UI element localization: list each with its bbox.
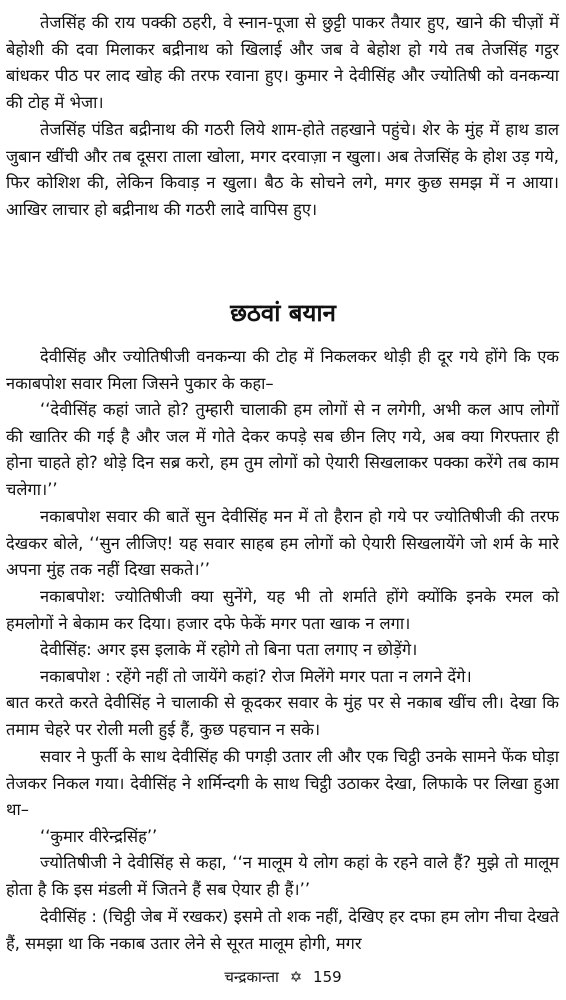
- chapter-heading: छठवां बयान: [230, 299, 336, 327]
- star-icon: ✡: [289, 968, 303, 986]
- paragraph-13: देवीसिंह : (चिट्ठी जेब में रखकर) इसमे तो शक नहीं, देखिए हर दफा हम लोग नीचा देखते हैं, समझा था कि नकाब उतार लेने से सूरत मालूम होगी, मगर: [6, 907, 559, 953]
- paragraph-7: देवीसिंह: अगर इस इलाके में रहोगे तो बिना पता लगाए न छोड़ेंगे।: [40, 640, 418, 659]
- paragraph-3: देवीसिंह और ज्योतिषीजी वनकन्या की टोह में निकलकर थोड़ी ही दूर गये होंगे कि एक नकाबपोश सवार मिला जिसने पुकार के कहा–: [6, 347, 559, 393]
- paragraph-4: ‘‘देवीसिंह कहां जाते हो? तुम्हारी चालाकी हम लोगों से न लगेगी, अभी कल आप लोगों की खातिर की गई है और जल में गोते देकर कपड़े सब छीन लिए गये, अब क्या गिरफ्तार ही होना चाहते हो? थोड़े दिन सब्र करो, हम तुम लोगों को ऐयारी सिखलाकर पक्का करेंगे तब काम चलेगा।’’: [6, 400, 559, 499]
- paragraph-1: तेजसिंह की राय पक्की ठहरी, वे स्नान-पूजा से छुट्टी पाकर तैयार हुए, खाने की चीज़ों में बेहोशी की दवा मिलाकर बद्रीनाथ को खिलाई और जब वे बेहोश हो गये तब तेजसिंह गट्ठर बांधकर पीठ पर लाद खोह की तरफ रवाना हुए। कुमार ने देवीसिंह और ज्योतिषी को वनकन्या की टोह में भेजा।: [6, 13, 559, 112]
- page-footer: [0, 966, 566, 988]
- paragraph-5: नकाबपोश सवार की बातें सुन देवीसिंह मन में तो हैरान हो गये पर ज्योतिषीजी की तरफ देखकर बोले, ‘‘सुन लीजिए! यह सवार साहब हम लोगों को ऐयारी सिखलायेंगे जो शर्म के मारे अपना मुंह तक नहीं दिखा सकते।’’: [6, 507, 559, 580]
- paragraph-10: सवार ने फुर्ती के साथ देवीसिंह की पगड़ी उतार ली और एक चिट्ठी उनके सामने फेंक घोड़ा तेजकर निकल गया। देवीसिंह ने शर्मिन्दगी के साथ चिट्ठी उठाकर देखा, लिफाके पर लिखा हुआ था–: [6, 747, 559, 820]
- paragraph-9: बात करते करते देवीसिंह ने चालाकी से कूदकर सवार के मुंह पर से नकाब खींच ली। देखा कि तमाम चेहरे पर रोली मली हुई हैं, कुछ पहचान न सके।: [6, 693, 559, 739]
- book-title: चन्द्रकान्ता: [224, 968, 279, 986]
- paragraph-8: नकाबपोश : रहेंगे नहीं तो जायेंगे कहां? रोज मिलेंगे मगर पता न लगने देंगे।: [40, 667, 472, 686]
- paragraph-12: ज्योतिषीजी ने देवीसिंह से कहा, ‘‘न मालूम ये लोग कहां के रहने वाले हैं? मुझे तो मालूम होता है कि इस मंडली में जितने हैं सब ऐयार ही हैं।’’: [6, 853, 559, 899]
- page-number: 159: [313, 968, 342, 986]
- paragraph-2: तेजसिंह पंडित बद्रीनाथ की गठरी लिये शाम-होते तहखाने पहुंचे। शेर के मुंह में हाथ डाल जुबान खींची और तब दूसरा ताला खोला, मगर दरवाज़ा न खुला। अब तेजसिंह के होश उड़ गये, फिर कोशिश की, लेकिन किवाड़ न खुला। बैठ के सोचने लगे, मगर कुछ समझ में न आया। आखिर लाचार हो बद्रीनाथ की गठरी लादे वापिस हुए।: [6, 120, 559, 219]
- paragraph-11: ‘‘कुमार वीरेन्द्रसिंह’’: [40, 827, 158, 846]
- paragraph-6: नकाबपोश: ज्योतिषीजी क्या सुनेंगे, यह भी तो शर्माते होंगे क्योंकि इनके रमल को हमलोगों ने बेकाम कर दिया। हजार दफे फेकें मगर पता खाक न लगा।: [6, 587, 559, 633]
